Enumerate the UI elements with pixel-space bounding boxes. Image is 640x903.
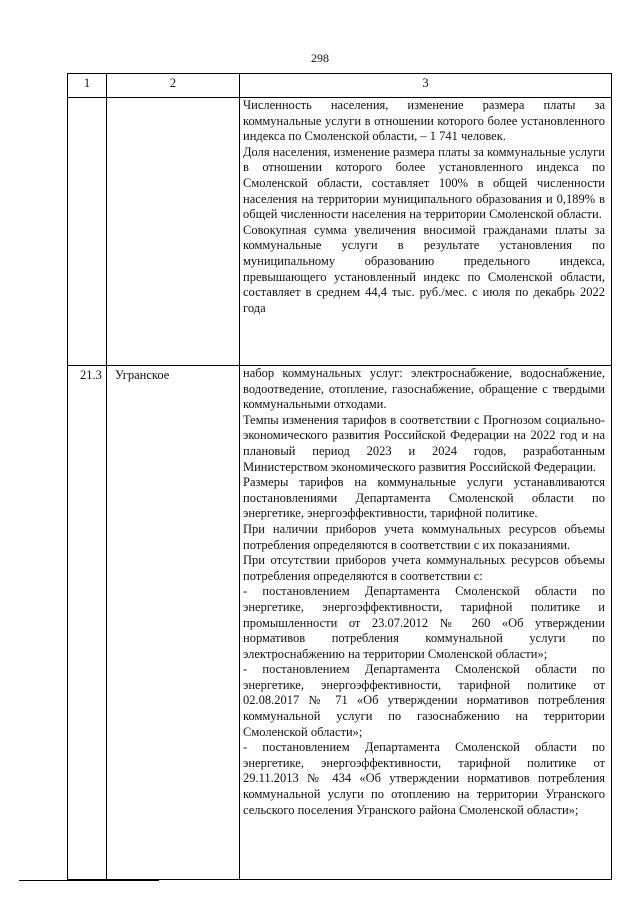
footer-rule — [19, 880, 159, 881]
paragraph: При наличии приборов учета коммунальных ресурсов объемы потребления определяются в соответствии с их показаниями. — [243, 521, 605, 552]
paragraph: - постановлением Департамента Смоленской области по энергетике, энергоэффективности, тарифной политике от 29.11.2013 № 434 «Об утверждении нормативов потребления коммунальной услуги по отоплению на территории Угранского сельского поселения Угранского района Смоленской области»; — [243, 740, 605, 817]
column-header-2: 2 — [107, 74, 240, 98]
row-number — [68, 98, 107, 366]
municipality-name: Угранское — [107, 366, 240, 880]
page-number: 298 — [311, 51, 329, 65]
paragraph: - постановлением Департамента Смоленской области по энергетике, энергоэффективности, тарифной политике и промышленности от 23.07.2012 № 260 «Об утверждении нормативов потребления коммунальной услуги по электроснабжению на территории Смоленской области»; — [243, 584, 605, 661]
table-row — [68, 98, 612, 366]
paragraph: Совокупная сумма увеличения вносимой гражданами платы за коммунальные услуги в результате установления по муниципальному образованию предельного индекса, превышающего установленный индекс по Смоленской области, составляет в среднем 44,4 тыс. руб./мес. с июля по декабрь 2022 года — [243, 222, 605, 315]
paragraph: Численность населения, изменение размера платы за коммунальные услуги в отношении которого более установленного индекса по Смоленской области, – 1 741 человек. — [243, 98, 605, 144]
table-row — [68, 366, 612, 880]
paragraph: набор коммунальных услуг: электроснабжение, водоснабжение, водоотведение, отопление, газоснабжение, обращение с твердыми коммунальными отходами. — [243, 366, 605, 412]
paragraph: - постановлением Департамента Смоленской области по энергетике, энергоэффективности, тарифной политике от 02.08.2017 № 71 «Об утверждении нормативов потребления коммунальной услуги по газоснабжению на территории Смоленской области»; — [243, 662, 605, 739]
table-header-row — [68, 74, 612, 98]
description-cell — [240, 366, 612, 880]
municipality-name — [107, 98, 240, 366]
paragraph: Темпы изменения тарифов в соответствии с Прогнозом социально-экономического развития Российской Федерации на 2022 год и на плановый период 2023 и 2024 годов, разработанным Министерством экономического развития Российской Федерации. — [243, 412, 605, 474]
row-number: 21.3 — [68, 366, 107, 880]
description-cell — [240, 98, 612, 366]
column-header-1: 1 — [68, 74, 107, 98]
paragraph: Размеры тарифов на коммунальные услуги устанавливаются постановлениями Департамента Смоленской области по энергетике, энергоэффективности, тарифной политике. — [243, 475, 605, 521]
column-header-3: 3 — [240, 74, 612, 98]
paragraph: При отсутствии приборов учета коммунальных ресурсов объемы потребления определяются в соответствии с: — [243, 553, 605, 583]
paragraph: Доля населения, изменение размера платы за коммунальные услуги в отношении которого более установленного индекса по Смоленской области, составляет 100% в общей численности населения на территории муниципального образования и 0,189% в общей численности населения на территории Смоленской области. — [243, 144, 605, 222]
document-table — [67, 73, 612, 880]
